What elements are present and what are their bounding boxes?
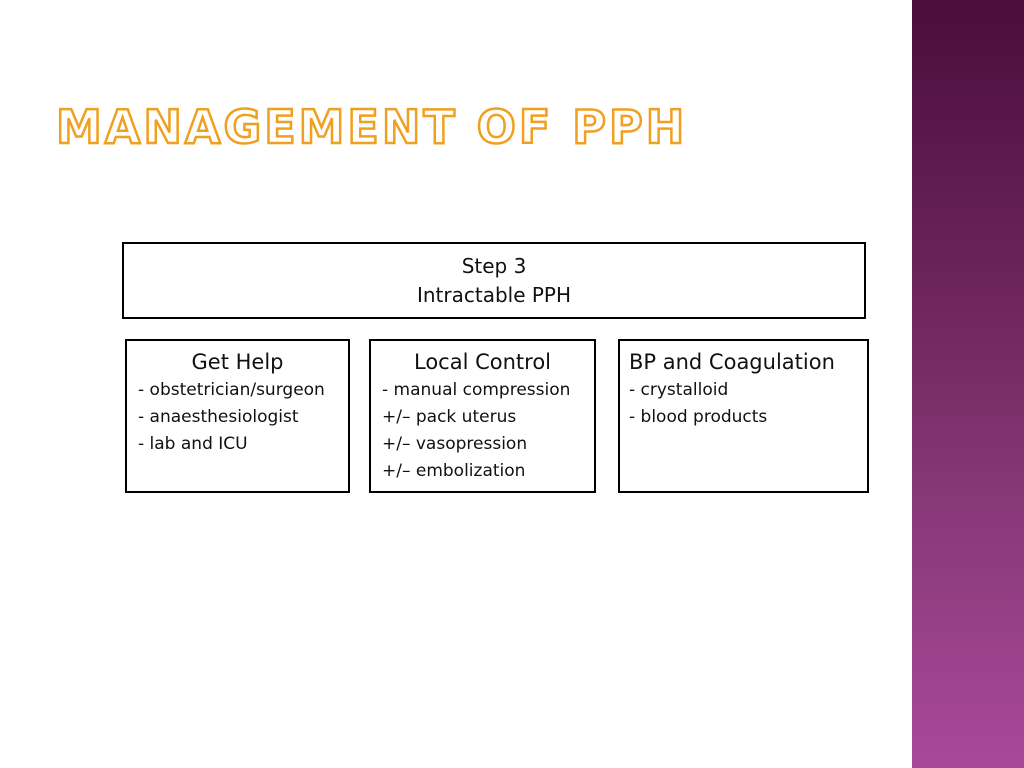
list-item: - obstetrician/surgeon xyxy=(138,380,325,400)
bp-coagulation-title: BP and Coagulation xyxy=(629,350,835,374)
local-control-title: Local Control xyxy=(413,350,551,374)
list-item: - manual compression xyxy=(382,380,571,400)
list-item: +/– vasopression xyxy=(382,434,528,454)
list-item: - anaesthesiologist xyxy=(138,407,299,427)
list-item: - blood products xyxy=(629,407,768,427)
get-help-title: Get Help xyxy=(191,350,284,374)
list-item: +/– embolization xyxy=(382,461,526,481)
step-heading: Intractable PPH xyxy=(416,282,572,307)
list-item: - crystalloid xyxy=(629,380,729,400)
bp-coagulation-box xyxy=(618,339,869,493)
local-control-box xyxy=(369,339,596,493)
list-item: +/– pack uterus xyxy=(382,407,517,427)
list-item: - lab and ICU xyxy=(138,434,248,454)
step-label: Step 3 xyxy=(461,253,527,278)
decorative-side-band xyxy=(912,0,1024,768)
get-help-box xyxy=(125,339,350,493)
step-3-box xyxy=(122,242,866,319)
slide-title: MANAGEMENT OF PPH xyxy=(56,100,688,154)
